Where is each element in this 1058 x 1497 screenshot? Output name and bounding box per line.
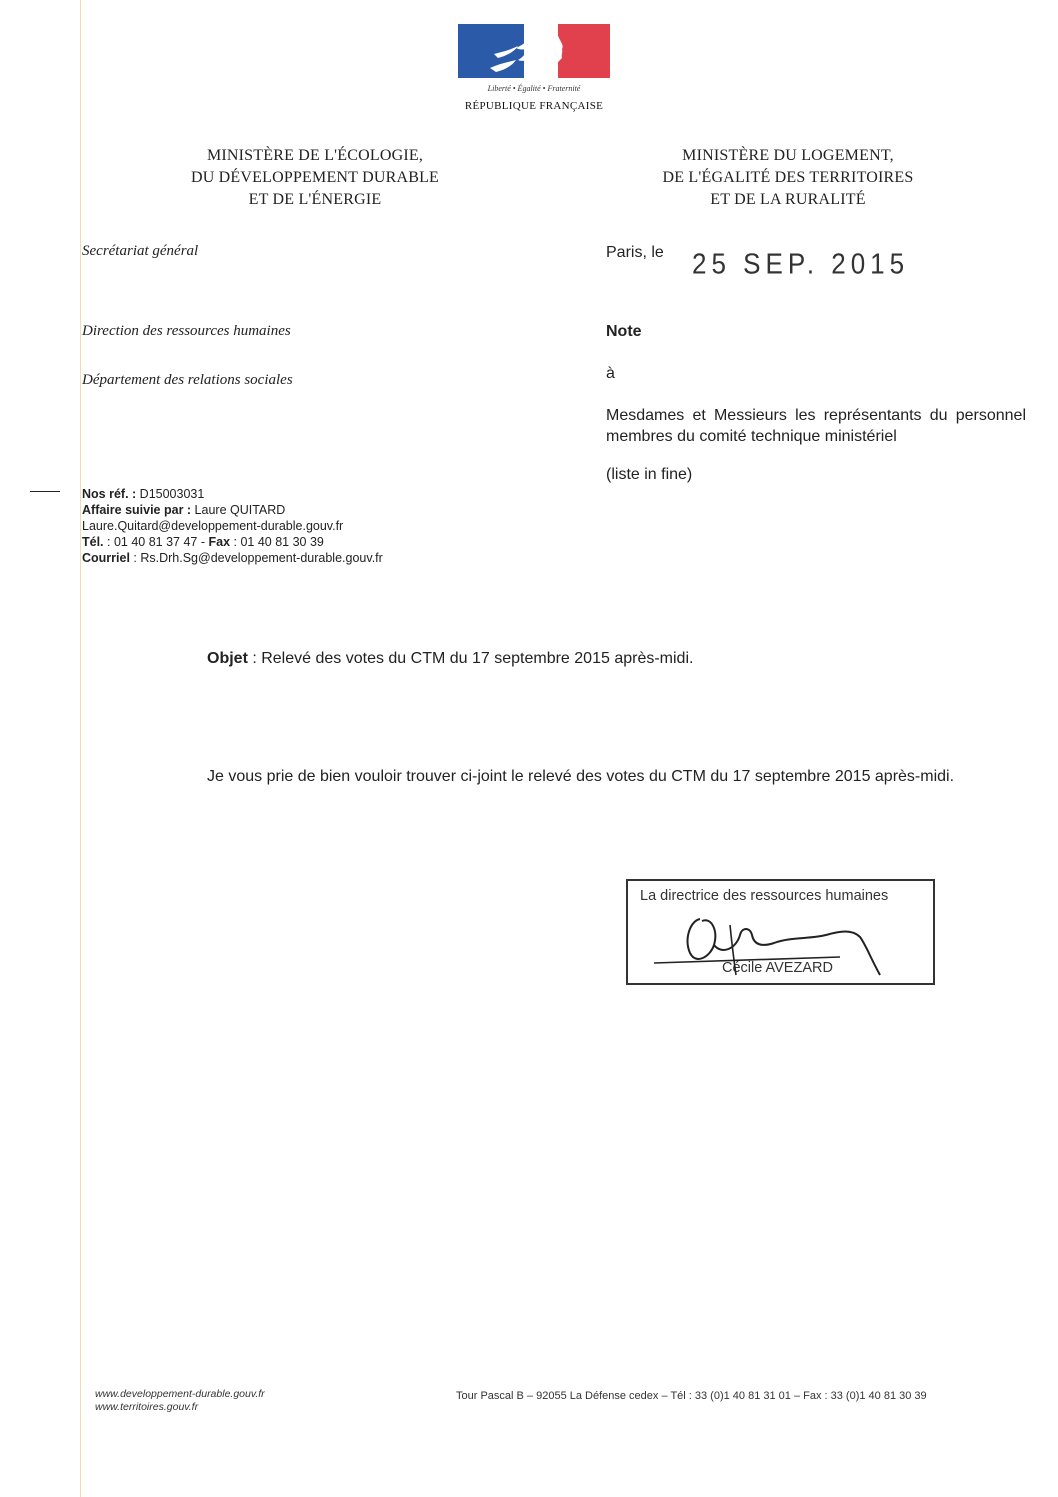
- ministry-line: MINISTÈRE DE L'ÉCOLOGIE,: [206, 147, 424, 164]
- date-stamp: 25 SEP. 2015: [692, 247, 910, 280]
- ref-label: Nos réf. :: [82, 487, 137, 501]
- affaire-label: Affaire suivie par :: [82, 503, 192, 517]
- signature-title: La directrice des ressources humaines: [640, 888, 889, 904]
- ministry-housing: [620, 145, 956, 211]
- footer-site-link[interactable]: www.developpement-durable.gouv.fr: [95, 1388, 265, 1400]
- subject-label: Objet: [207, 650, 248, 667]
- email-line[interactable]: Laure.Quitard@developpement-durable.gouv.fr: [82, 519, 344, 533]
- courriel-label: Courriel: [82, 551, 130, 565]
- subject-line: [207, 650, 693, 668]
- signature-name: Cécile AVEZARD: [722, 960, 833, 976]
- service-secretariat: Secrétariat général: [82, 243, 199, 259]
- republic-name: RÉPUBLIQUE FRANÇAISE: [464, 100, 604, 112]
- ministry-line: MINISTÈRE DU LOGEMENT,: [682, 147, 894, 164]
- tel-label: Tél.: [82, 535, 104, 549]
- reference-line: [82, 486, 383, 502]
- footer-site-link[interactable]: www.territoires.gouv.fr: [95, 1401, 199, 1413]
- handwritten-signature: [640, 905, 900, 985]
- fax-value: : 01 40 81 30 39: [230, 535, 324, 549]
- body-paragraph: Je vous prie de bien vouloir trouver ci-joint le relevé des votes du CTM du 17 septembre 2015 après-midi.: [207, 768, 955, 785]
- ministry-line: DU DÉVELOPPEMENT DURABLE: [190, 169, 440, 186]
- ministry-ecology: [150, 145, 480, 211]
- note-list-reference: (liste in fine): [606, 466, 693, 483]
- service-departement: Département des relations sociales: [82, 372, 293, 388]
- note-addressee-prefix: à: [606, 365, 615, 382]
- courriel-value[interactable]: : Rs.Drh.Sg@developpement-durable.gouv.fr: [129, 551, 383, 565]
- phone-line: [82, 534, 383, 550]
- ref-value: D15003031: [136, 487, 205, 501]
- note-recipients: Mesdames et Messieurs les représentants du personnel membres du comité technique ministériel: [606, 407, 1026, 445]
- fold-mark: [30, 491, 60, 492]
- affaire-line: [82, 502, 383, 518]
- ministry-line: DE L'ÉGALITÉ DES TERRITOIRES: [662, 169, 914, 186]
- margin-rule: [80, 0, 81, 1497]
- courriel-line: [82, 550, 383, 566]
- ministry-line: ET DE L'ÉNERGIE: [248, 191, 382, 208]
- republic-motto: Liberté • Égalité • Fraternité: [487, 84, 581, 93]
- ministry-line: ET DE LA RURALITÉ: [710, 191, 866, 208]
- date-label: Paris, le: [606, 244, 664, 261]
- footer-address: Tour Pascal B – 92055 La Défense cedex – Tél : 33 (0)1 40 81 31 01 – Fax : 33 (0)1 40 81 30 39: [456, 1390, 927, 1402]
- note-title: Note: [606, 323, 642, 340]
- footer-websites: [95, 1388, 265, 1414]
- service-direction: Direction des ressources humaines: [82, 323, 291, 339]
- affaire-value: Laure QUITARD: [191, 503, 286, 517]
- fax-label: Fax: [208, 535, 231, 549]
- tel-value: : 01 40 81 37 47 -: [103, 535, 209, 549]
- references-block: [82, 486, 383, 566]
- subject-text: : Relevé des votes du CTM du 17 septembre 2015 après-midi.: [247, 650, 694, 667]
